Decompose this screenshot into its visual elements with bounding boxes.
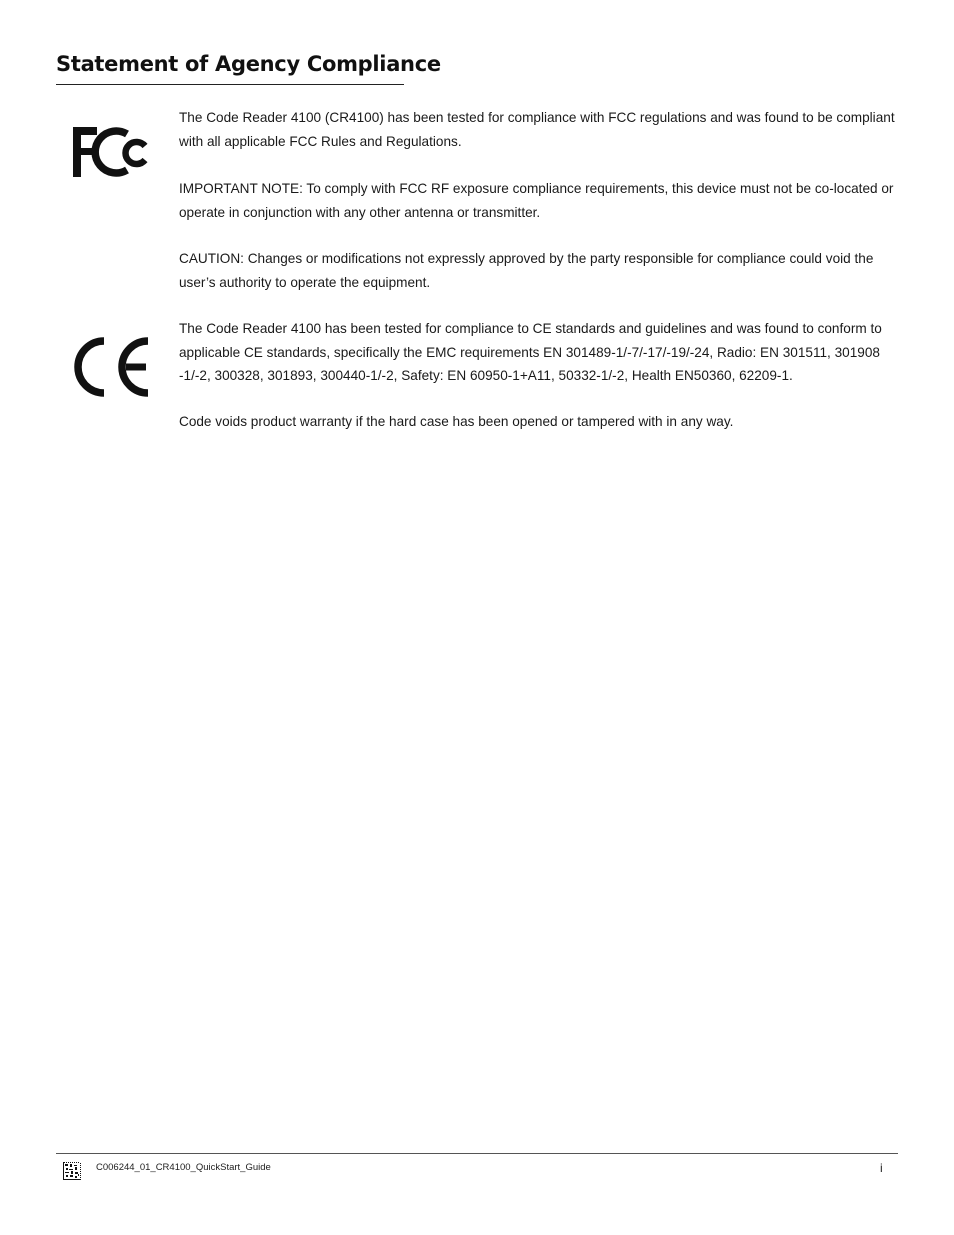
page-number: i — [880, 1161, 883, 1175]
important-note-paragraph: IMPORTANT NOTE: To comply with FCC RF exposure compliance requirements, this device must not be co-located or operate in conjunction with any other antenna or transmitter. — [179, 181, 894, 220]
page-title: Statement of Agency Compliance — [56, 52, 441, 76]
footer-rule — [56, 1153, 898, 1154]
fcc-compliance-paragraph: The Code Reader 4100 (CR4100) has been tested for compliance with FCC regulations and was found to be compliant with all applicable FCC Rules and Regulations. — [179, 110, 895, 149]
ce-logo — [71, 335, 151, 399]
warranty-paragraph: Code voids product warranty if the hard case has been opened or tampered with in any way. — [179, 414, 734, 429]
fcc-logo — [71, 124, 151, 180]
data-matrix-icon — [63, 1162, 81, 1185]
title-underline — [56, 84, 404, 85]
document-id: C006244_01_CR4100_QuickStart_Guide — [96, 1162, 271, 1173]
caution-paragraph: CAUTION: Changes or modifications not expressly approved by the party responsible for compliance could void the user’s authority to operate the equipment. — [179, 251, 874, 290]
ce-compliance-paragraph: The Code Reader 4100 has been tested for compliance to CE standards and guidelines and was found to conform to applicable CE standards, specifically the EMC requirements EN 301489-1/-7/-17/-19/-24, Radio: EN 301511, 301908 -1/-2, 300328, 301893, 300440-1/-2, Safety: EN 60950-1+A11, 50332-1/-2, Health EN50360, 62209-1. — [179, 321, 882, 383]
